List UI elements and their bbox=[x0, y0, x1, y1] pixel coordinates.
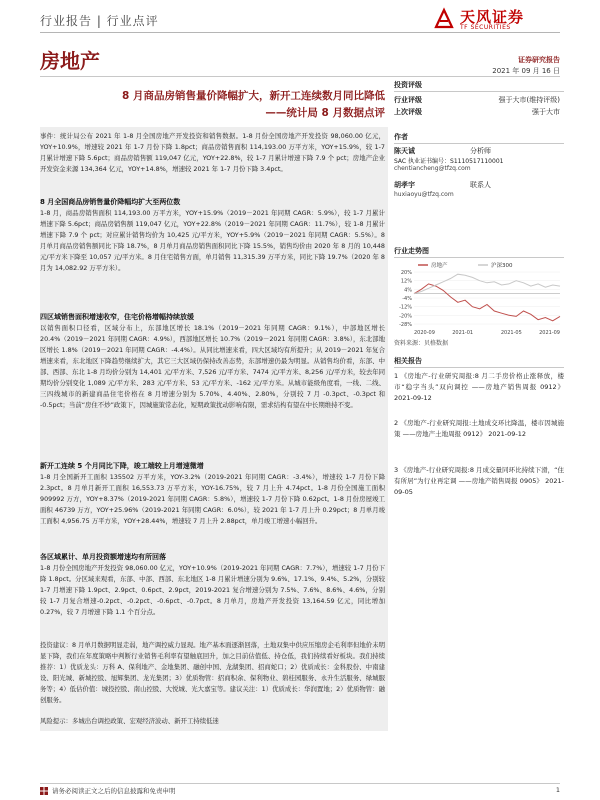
section-heading-3: 新开工连续 5 个月同比下降，竣工端较上月增速微增 bbox=[40, 462, 204, 470]
event-paragraph: 事件：统计局公布 2021 年 1-8 月全国房地产开发投资和销售数据。1-8 月份全国房地产开发投资 98,060.00 亿元，YOY+10.9%，增速较 2021 年 1-7 月份下降 1.8pct；商品房销售面积 114,193.00 万平方米，YOY+15.9%，较 1-7 月累计增速下降 5.6pct；商品房销售额 119,047 亿元，YOY+22.8%，较 1-7 月累计增速下降 7.9 个 pct；房地产企业开发资金来源 134,364 亿元，YOY+14.8%，增速较 2021 年 1-7 月份下降 3.4pct。 bbox=[40, 132, 385, 173]
legend-label: 房地产 bbox=[431, 263, 448, 269]
related-divider bbox=[394, 367, 564, 368]
previous-rating-value: 强于大市 bbox=[532, 108, 560, 116]
y-tick-label: 12% bbox=[400, 278, 412, 285]
x-tick-label: 2021-09 bbox=[539, 330, 560, 336]
author-2-email: huxiaoyu@tfzq.com bbox=[394, 191, 454, 198]
y-tick-label: -28% bbox=[399, 322, 412, 328]
report-category: 行业报告 | 行业点评 bbox=[40, 14, 159, 28]
section-text-2: 以销售面积口径看，区域分布上，东部地区增长 18.1%（2019－2021 年同期 CAGR：9.1%），中部地区增长 20.4%（2019－2021 年同期 CAGR：4.9%），西部地区增长 10.7%（2019－2021 年同期 CAGR：3.8%），东北部地区增长 1.8%（2019－2021 年同期 CAGR：-4.4%）。从同比增速来看，四大区域均有所提升；从 2019－2021 年复合增速来看，东北地区下降趋势继续扩大，其它三大区域仍保持改善态势，东部增速仍最为明显。从销售均价看，东部、中部、西部、东北 1-8 月均价分别为 14,401 元/平方米、7,526 元/平方米、7474 元/平方米、8,256 元/平方米，较去年同期均价分别变化 1,089 元/平方米、283 元/平方米、53 元/平方米、-162 元/平方米。从城市能级角度看，一线、二线、三四线城市的新建商品住宅价格在 8 月增速分别为 5.70%、4.40%、2.80%，分别较 7 月 -0.3pct、-0.3pct 和 -0.5pct；当前“房住不炒”政策下，因城施策常态化，短期政策扰动影响有限，需求结构有望在中长期维持不变。 bbox=[40, 324, 385, 409]
author-1-role: 分析师 bbox=[470, 147, 491, 155]
author-2-role: 联系人 bbox=[470, 181, 491, 189]
report-label: 证券研究报告 bbox=[518, 56, 560, 64]
rating-divider bbox=[394, 91, 564, 92]
series-line-csi300 bbox=[414, 274, 560, 294]
brand-mark-icon bbox=[432, 7, 456, 31]
brand-name-cn: 天风证券 bbox=[460, 8, 525, 26]
related-report-3: 3 《房地产-行业研究周报:8 月成交量同环比持续下滑，“住有所居”为行业再定调 ——房地产销售周报 0905》 2021-09-05 bbox=[394, 466, 564, 496]
report-date: 2021 年 09 月 16 日 bbox=[492, 67, 560, 75]
y-tick-label: 4% bbox=[404, 287, 412, 294]
industry-trend-chart bbox=[394, 260, 564, 336]
section-text-1: 1-8 月，商品房销售面积 114,193.00 万平方米，YOY+15.9%（2019－2021 年同期 CAGR：5.9%），较 1-7 月累计增速下降 5.6pct；商品房销售额 119,047 亿元，YOY+22.8%（2019－2021 年同期 CAGR：11.7%），较 1-8 月累计增速下降 7.9 个 pct；对应累计销售均价为 10,425 元/平方米，YOY+5.9%（2019－2021 年同期 CAGR：5.5%）。8 月单月商品房销售额同比下降 18.7%，8 月单月商品房销售面积同比下降 15.5%，销售均价由 2020 年 8 月的 10,448 元/平方米下降至 10,057 元/平方米。8 月住宅销售方面，单月销售 11,315.39 万平方米，同比下降 19.7%（2020 年 8 月为 14,082.92 万平方米）。 bbox=[40, 209, 385, 272]
author-1-license: SAC 执业证书编号：S1110517110001 bbox=[394, 158, 504, 165]
x-tick-label: 2021-01 bbox=[452, 330, 474, 336]
chart-heading: 行业走势图 bbox=[394, 247, 429, 255]
industry-rating-label: 行业评级 bbox=[394, 96, 422, 104]
brand-logo bbox=[430, 5, 560, 33]
author-2-name: 胡孝宇 bbox=[394, 181, 415, 189]
y-tick-label: -20% bbox=[399, 313, 412, 320]
investment-advice: 投资建议：8 月单月数据明显走弱，地产调控威力显现。地产基本面逐渐回落，土地双集中供应压缩房企毛利率但地价未明显下降，我们在年度策略中判断行业销售毛利率有望触底回升，加之目前估值低、持仓低，我们持续看好板块。我们持续推荐：1）优质龙头：万科 A、保利地产、金地集团、融创中国、龙湖集团、招商蛇口；2）优质成长：金科股份、中南建设、阳光城、新城控股、旭辉集团、龙光集团；3）优质物管：招商积余、保利物业、碧桂园服务、永升生活服务、绿城服务等；4）低估价值：城投控股、南山控股、大悦城、光大嘉宝等。建议关注：1）优质成长：华润置地；2）优质物管：融创服务。 bbox=[40, 641, 385, 704]
brand-name-en: TF SECURITIES bbox=[460, 24, 511, 31]
industry-rating-value: 强于大市(维持评级) bbox=[498, 96, 560, 104]
disclaimer-icon bbox=[40, 787, 48, 795]
y-tick-label: -4% bbox=[402, 296, 412, 302]
related-report-1: 1 《房地产-行业研究周报:8 月二手房价格止涨释放，楼市“稳字当头”双向调控 ——房地产销售周报 0912》 2021-09-12 bbox=[394, 372, 564, 402]
author-1-email: chentiancheng@tfzq.com bbox=[394, 165, 471, 172]
header-divider bbox=[40, 32, 560, 33]
section-text-3: 1-8 月全国新开工面积 135502 万平方米，YOY-3.2%（2019-2021 年同期 CAGR：-3.4%），增速较 1-7 月份下降 2.3pct。8 月单月新开工面积 16,553.73 万平方米，YOY-16.75%，较 7 月上升 4.74pct。1-8 月份全国施工面积 909992 万方，YOY+8.37%（2019-2021 年同期 CAGR：5.8%），增速较 1-7 月份下降 0.62pct。1-8 月份房屋竣工面积 46739 万方，YOY+25.96%（2019-2021 年同期 CAGR：6.0%），较 2021 年 1-7 月上升 0.29pct；8 月单月竣工面积 4,956.75 万平方米，YOY+28.44%，增速较 7 月上升 2.88pct，单月竣工增速小幅回升。 bbox=[40, 473, 385, 525]
y-tick-label: 20% bbox=[400, 270, 412, 276]
chart-divider bbox=[394, 257, 564, 258]
sector-title: 房地产 bbox=[40, 49, 100, 73]
related-report-2: 2 《房地产-行业研究周报:土地成交环比降温，楼市因城施策 ——房地产土地周报 0912》 2021-09-12 bbox=[394, 419, 564, 438]
author-1-name: 陈天诚 bbox=[394, 147, 415, 155]
section-heading-4: 各区域累计、单月投资额增速均有所回落 bbox=[40, 553, 166, 561]
report-subtitle: ——统计局 8 月数据点评 bbox=[265, 107, 385, 119]
authors-heading: 作者 bbox=[394, 133, 408, 141]
legend-label: 沪深300 bbox=[491, 263, 513, 269]
risk-warning: 风险提示：多城出台调控政策、宏观经济波动、新开工持续低迷 bbox=[40, 717, 219, 725]
previous-rating-label: 上次评级 bbox=[394, 108, 422, 116]
footer-divider bbox=[40, 783, 560, 784]
section-heading-1: 8 月全国商品房销售量价降幅均扩大至两位数 bbox=[40, 198, 181, 206]
related-heading: 相关报告 bbox=[394, 357, 422, 365]
report-title: 8 月商品房销售量价降幅扩大，新开工连续数月同比降低 bbox=[122, 90, 385, 102]
authors-divider bbox=[394, 143, 564, 144]
page-number: 1 bbox=[555, 786, 560, 794]
disclaimer-text: 请务必阅读正文之后的信息披露和免责申明 bbox=[52, 787, 176, 795]
rating-heading: 投资评级 bbox=[394, 81, 422, 89]
sector-divider bbox=[40, 76, 560, 77]
y-tick-label: -12% bbox=[399, 304, 412, 311]
section-text-4: 1-8 月份全国房地产开发投资 98,060.00 亿元，YOY+10.9%（2019-2021 年同期 CAGR：7.7%），增速较 1-7 月份下降 1.8pct。分区域来观看，东部、中部、西部、东北地区 1-8 月累计增速分别为 9.6%、17.1%、9.4%、5.2%，分别较 1-7 月增速下降 1.9pct、2.9pct、0.6pct、2.9pct，2019-2021 复合增速分别为 7.5%、7.6%、8.6%、4.6%，分别较 1-7 月复合增速-0.2pct、-0.2pct、-0.6pct、-0.7pct。8 月单月，房地产开发投资 13,164.59 亿元，同比增加 0.27%，较 7 月增速下降 1.1 个百分点。 bbox=[40, 564, 385, 616]
section-heading-2: 四区域销售面积增速收窄，住宅价格增幅持续放缓 bbox=[40, 313, 194, 321]
x-tick-label: 2021-05 bbox=[500, 330, 522, 336]
x-tick-label: 2020-09 bbox=[414, 330, 435, 336]
chart-source: 资料来源：贝格数据 bbox=[394, 340, 449, 347]
